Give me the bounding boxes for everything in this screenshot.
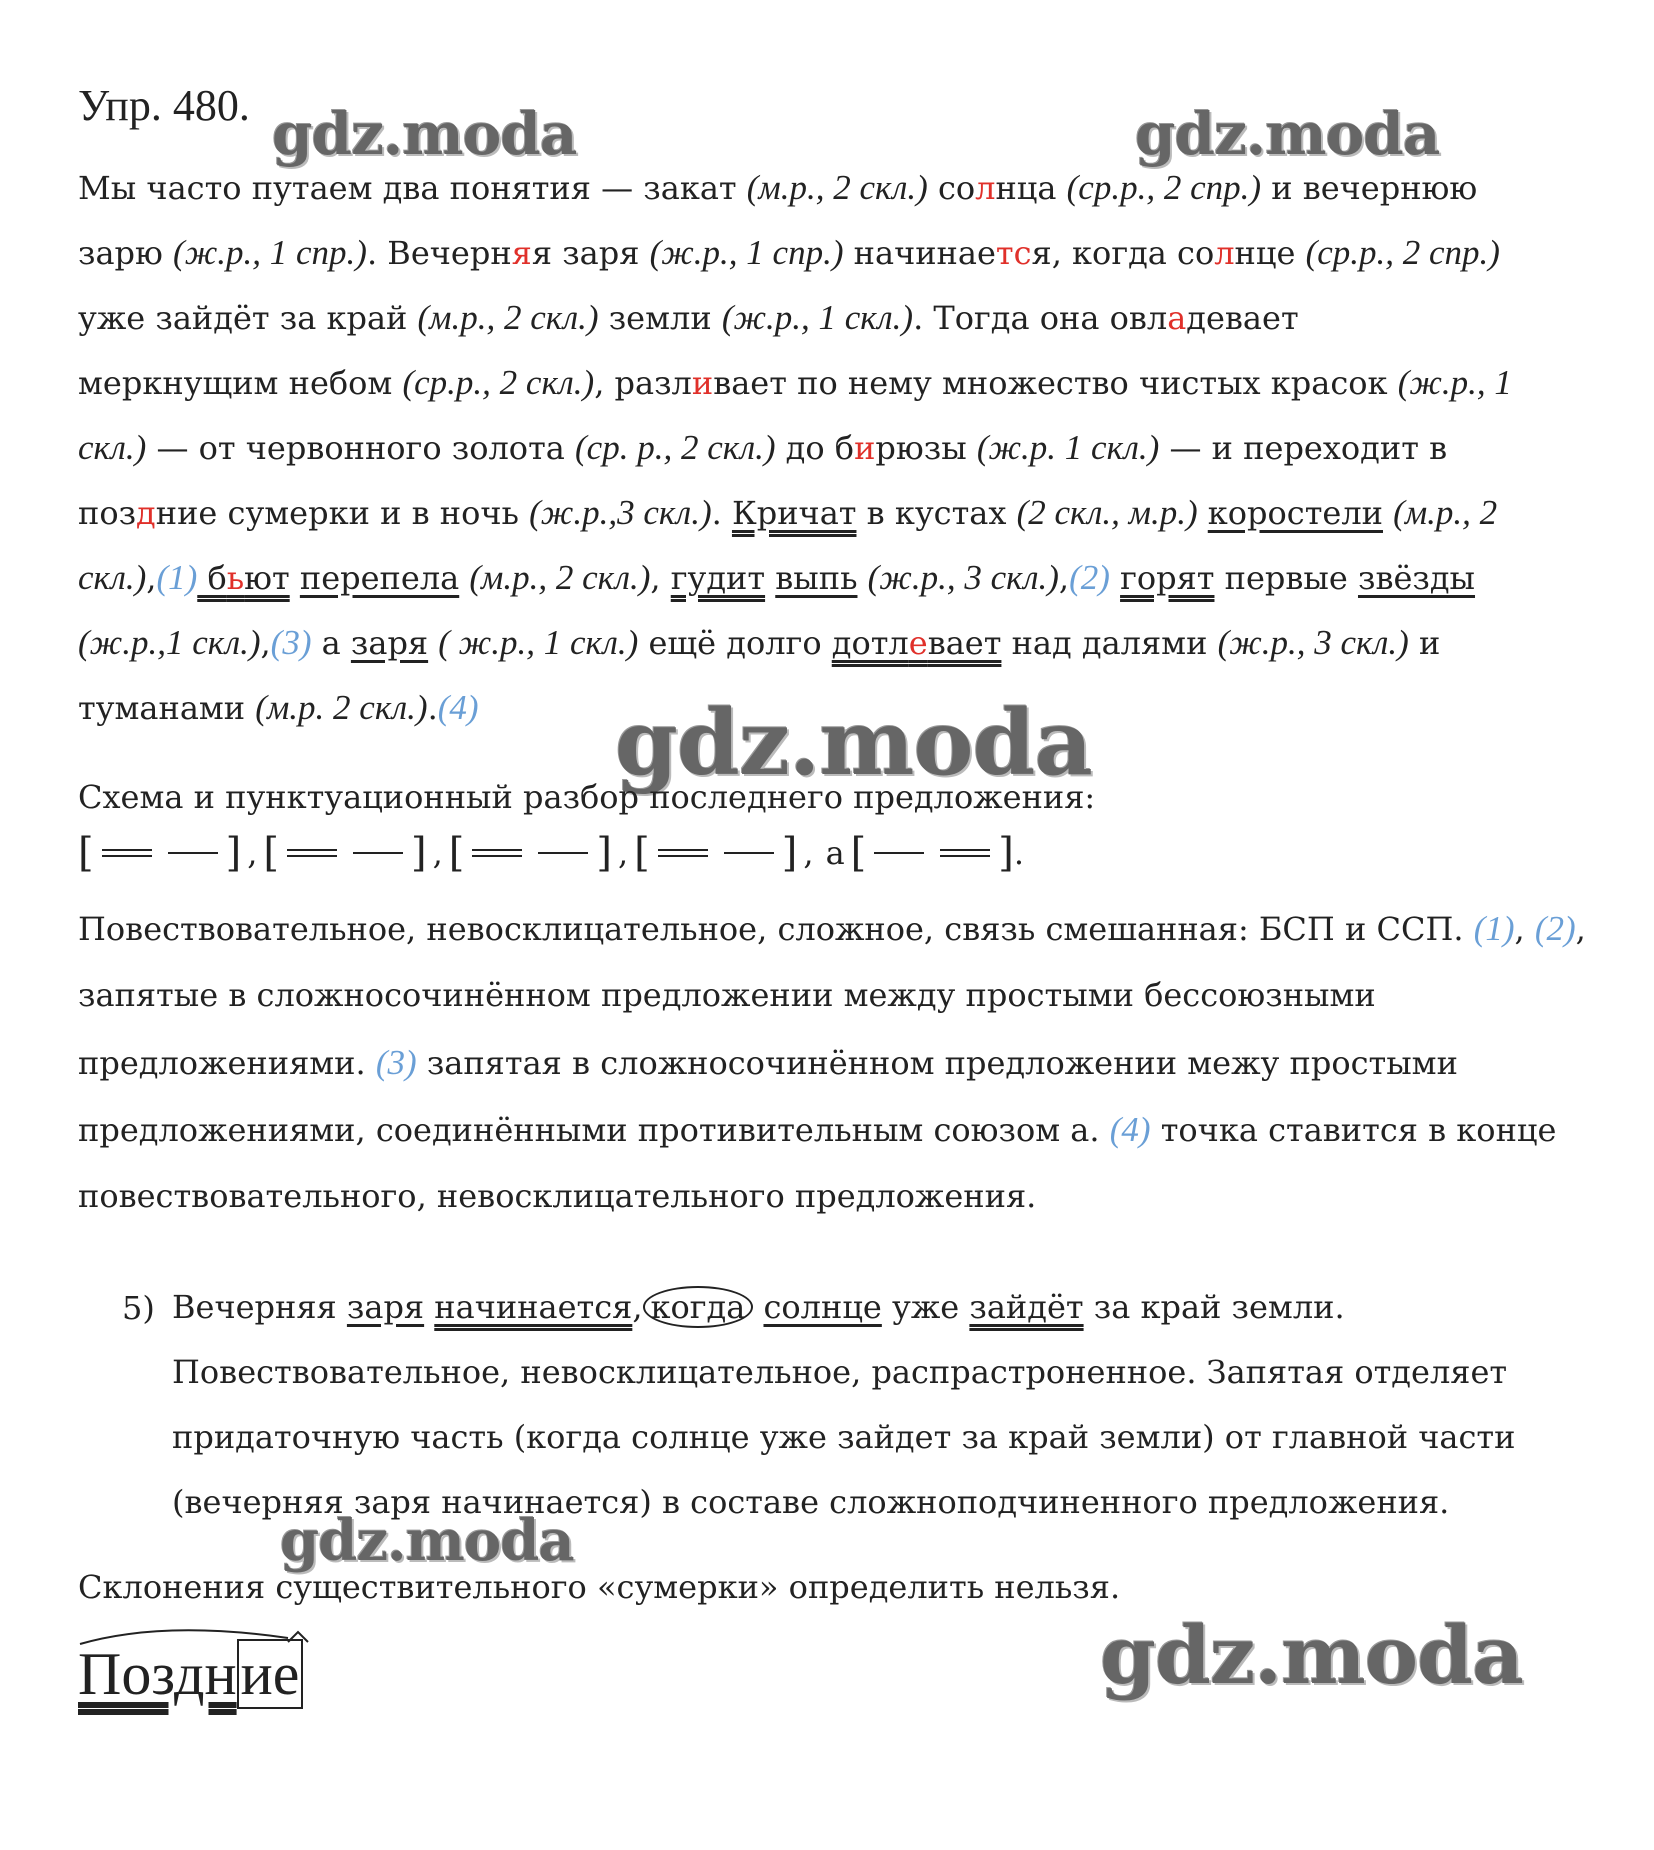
text: , xyxy=(1514,910,1535,948)
exercise-title: Упр. 480. xyxy=(78,81,250,130)
text: поз xyxy=(78,494,137,532)
text-line: повествовательного, невосклицательного предложения. xyxy=(78,1177,1037,1215)
grammar-note: (ж.р., 1 скл.) xyxy=(721,298,914,337)
text: уже xyxy=(881,1288,970,1326)
grammar-note: скл.) xyxy=(78,558,147,597)
text: я, когда со xyxy=(1031,234,1215,272)
grammar-note: (2 скл., м.р.) xyxy=(1016,493,1198,532)
text: — от червонного золота xyxy=(146,429,576,467)
grammar-note: (ж.р., 1 спр.) xyxy=(173,233,367,272)
text xyxy=(290,559,300,597)
scheme-bracket-close: ] xyxy=(411,830,427,876)
punctuation-marker: (4) xyxy=(1109,1110,1151,1149)
text: предложениями, соединёнными противительным союзом а. xyxy=(78,1111,1110,1149)
text: меркнущим небом xyxy=(78,364,403,402)
subject: заря xyxy=(346,1288,425,1326)
spelling-mark: я xyxy=(511,234,532,272)
grammar-note: (м.р., 2 скл.) xyxy=(469,558,651,597)
punctuation-marker: (3) xyxy=(270,623,312,662)
text: я заря xyxy=(531,234,650,272)
scheme-bracket-close: ] xyxy=(998,830,1014,876)
text xyxy=(753,1288,763,1326)
text: , xyxy=(1058,559,1070,597)
scheme-bracket-close: ] xyxy=(781,830,798,876)
grammar-note: (ж.р.,3 скл.) xyxy=(529,493,712,532)
punctuation-marker: (2) xyxy=(1534,909,1576,948)
scheme-subject-line xyxy=(724,852,774,854)
footnote: Склонения существительного «сумерки» определить нельзя. xyxy=(78,1568,1121,1606)
text-line xyxy=(172,1275,1654,1340)
text: вает по нему множество чистых красок xyxy=(713,364,1398,402)
grammar-note: (м.р., 2 скл.) xyxy=(746,168,928,207)
scheme-bracket-open: [ xyxy=(850,830,867,876)
text-line xyxy=(78,155,1578,220)
text: нца xyxy=(995,169,1067,207)
morpheme-analysis xyxy=(78,1640,303,1709)
subject: коростели xyxy=(1207,494,1383,532)
punctuation-marker: (1) xyxy=(1473,909,1515,948)
text: , xyxy=(632,1288,643,1326)
watermark: gdz.moda xyxy=(1135,100,1440,168)
scheme-predicate-line xyxy=(287,849,337,857)
text: , xyxy=(650,559,671,597)
scheme-bracket-close: ] xyxy=(596,830,612,876)
text: нце xyxy=(1234,234,1306,272)
text-line: (вечерняя заря начинается) в составе сложноподчиненного предложения. xyxy=(172,1483,1450,1521)
grammar-note: (ср.р., 2 спр.) xyxy=(1305,233,1500,272)
grammar-note: (м.р., 2 xyxy=(1393,493,1498,532)
text: девает xyxy=(1186,299,1299,337)
grammar-note: (ж.р., 3 скл.) xyxy=(867,558,1059,597)
predicate xyxy=(197,559,289,597)
text: над далями xyxy=(1001,624,1218,662)
text: б xyxy=(197,559,227,597)
watermark: gdz.moda xyxy=(615,690,1092,796)
predicate: Кричат xyxy=(731,494,857,532)
scheme-conjunction: а xyxy=(825,834,845,872)
text-line xyxy=(78,220,1578,285)
text: ние сумерки и в ночь xyxy=(155,494,530,532)
text: . Тогда она овл xyxy=(913,299,1168,337)
text: и xyxy=(1408,624,1441,662)
text-line xyxy=(78,610,1578,675)
predicate: гудит xyxy=(670,559,766,597)
spelling-mark: л xyxy=(1214,234,1235,272)
text: за край земли. xyxy=(1083,1288,1345,1326)
text: запятая в сложносочинённом предложении межу простыми xyxy=(416,1044,1458,1082)
text: уже зайдёт за край xyxy=(78,299,418,337)
text: — и переходит в xyxy=(1159,429,1448,467)
grammar-note: (ж.р., 1 спр.) xyxy=(649,233,844,272)
punctuation-marker: (4) xyxy=(437,688,479,727)
text: точка ставится в конце xyxy=(1150,1111,1557,1149)
watermark: gdz.moda xyxy=(1100,1608,1523,1702)
text: , разл xyxy=(594,364,692,402)
grammar-note: (ср. р., 2 скл.) xyxy=(575,428,776,467)
text: Повествовательное, невосклицательное, сложное, связь смешанная: БСП и ССП. xyxy=(78,910,1474,948)
spelling-mark: л xyxy=(975,169,996,207)
text: ют xyxy=(244,559,290,597)
text-line xyxy=(78,350,1578,415)
scheme-comma: , xyxy=(432,834,443,872)
grammar-note: (ж.р. 1 скл.) xyxy=(976,428,1160,467)
punctuation-marker: (3) xyxy=(375,1043,417,1082)
text: , xyxy=(1575,910,1586,948)
item-5-text xyxy=(172,1275,1654,1535)
scheme-comma: , xyxy=(803,834,814,872)
text-line xyxy=(78,1096,1578,1163)
text: предложениями. xyxy=(78,1044,376,1082)
scheme-bracket-open: [ xyxy=(448,830,465,876)
text-line: придаточную часть (когда солнце уже зайдет за край земли) от главной части xyxy=(172,1418,1516,1456)
word-ending: ие xyxy=(237,1639,304,1709)
scheme-heading: Схема и пунктуационный разбор последнего предложения: xyxy=(78,778,1096,816)
subject: звёзды xyxy=(1357,559,1476,597)
text: в кустах xyxy=(856,494,1017,532)
scheme-predicate-line xyxy=(102,849,152,857)
grammar-note: (ср.р., 2 скл.) xyxy=(402,363,595,402)
sentence-scheme xyxy=(78,830,1024,876)
spelling-mark: и xyxy=(691,364,714,402)
text: Мы часто путаем два понятия — закат xyxy=(78,169,747,207)
scheme-comma: , xyxy=(618,834,629,872)
subject: заря xyxy=(350,624,429,662)
text: , xyxy=(260,624,271,662)
text: , xyxy=(146,559,157,597)
text: начинае xyxy=(843,234,996,272)
text xyxy=(765,559,775,597)
subject: перепела xyxy=(299,559,460,597)
text: земли xyxy=(598,299,722,337)
scheme-period: . xyxy=(1013,834,1025,872)
grammar-note: (ж.р.,1 скл.) xyxy=(78,623,261,662)
text xyxy=(459,559,469,597)
scheme-subject-line xyxy=(538,852,588,854)
punctuation-marker: (2) xyxy=(1069,558,1110,597)
text-line xyxy=(78,415,1578,480)
text xyxy=(1383,494,1393,532)
spelling-mark: и xyxy=(854,429,876,467)
text: зарю xyxy=(78,234,174,272)
predicate: зайдёт xyxy=(969,1288,1084,1326)
subject: солнце xyxy=(763,1288,882,1326)
grammar-note: (м.р. 2 скл.) xyxy=(255,688,428,727)
text: . xyxy=(711,494,732,532)
grammar-note: (ж.р., 3 скл.) xyxy=(1217,623,1409,662)
scheme-bracket-close: ] xyxy=(225,830,242,876)
punctuation-marker: (1) xyxy=(156,558,198,597)
spelling-mark: ь xyxy=(226,559,245,597)
spelling-mark: а xyxy=(1167,299,1187,337)
conjunction-circled: когда xyxy=(643,1286,754,1328)
text: и вечернюю xyxy=(1261,169,1478,207)
spelling-mark: тс xyxy=(995,234,1032,272)
text-line xyxy=(78,285,1578,350)
scheme-subject-line xyxy=(168,852,218,854)
text: туманами xyxy=(78,689,256,727)
text-line xyxy=(78,1029,1578,1096)
grammar-note: (ср.р., 2 спр.) xyxy=(1066,168,1262,207)
grammar-note: (ж.р., 1 xyxy=(1397,363,1512,402)
text: первые xyxy=(1214,559,1358,597)
item-number: 5) xyxy=(122,1289,155,1327)
grammar-note: скл.) xyxy=(78,428,147,467)
predicate xyxy=(832,624,1002,662)
subject: выпь xyxy=(775,559,858,597)
grammar-note: (м.р., 2 скл.) xyxy=(417,298,599,337)
scheme-predicate-line xyxy=(472,849,522,857)
text: . Вечерн xyxy=(366,234,512,272)
spelling-mark: д xyxy=(136,494,156,532)
predicate: горят xyxy=(1120,559,1215,597)
watermark: gdz.moda xyxy=(272,100,577,168)
scheme-predicate-line xyxy=(940,849,990,857)
text: рюзы xyxy=(875,429,977,467)
text xyxy=(1198,494,1208,532)
scheme-bracket-open: [ xyxy=(78,830,94,876)
grammar-note: ( ж.р., 1 скл.) xyxy=(438,623,639,662)
text: . xyxy=(427,689,438,727)
scheme-comma: , xyxy=(247,834,258,872)
text-line xyxy=(78,675,1578,740)
scheme-bracket-open: [ xyxy=(263,830,279,876)
text xyxy=(424,1288,434,1326)
text-line: Повествовательное, невосклицательное, распрастроненное. Запятая отделяет xyxy=(172,1353,1508,1391)
text-line xyxy=(78,545,1578,610)
text xyxy=(857,559,867,597)
text: а xyxy=(311,624,351,662)
text xyxy=(428,624,438,662)
text: Вечерняя xyxy=(172,1288,347,1326)
main-text xyxy=(78,155,1578,740)
scheme-bracket-open: [ xyxy=(634,830,650,876)
text: вает xyxy=(927,624,1002,662)
spelling-mark: е xyxy=(908,624,928,662)
text-line: запятые в сложносочинённом предложении между простыми бессоюзными xyxy=(78,976,1376,1014)
scheme-subject-line xyxy=(874,852,924,854)
watermark: gdz.moda xyxy=(280,1508,574,1574)
scheme-subject-line xyxy=(353,852,403,854)
scheme-predicate-line xyxy=(658,849,708,857)
text: дотл xyxy=(831,624,909,662)
text xyxy=(1110,559,1120,597)
word-stem: Поздн xyxy=(78,1641,237,1707)
text: со xyxy=(927,169,976,207)
root-arc-icon xyxy=(78,1618,378,1648)
text-line xyxy=(78,480,1578,545)
text: до б xyxy=(775,429,855,467)
text: ещё долго xyxy=(638,624,832,662)
text-line xyxy=(78,895,1586,962)
predicate: начинается xyxy=(434,1288,633,1326)
punctuation-analysis xyxy=(78,895,1586,1230)
